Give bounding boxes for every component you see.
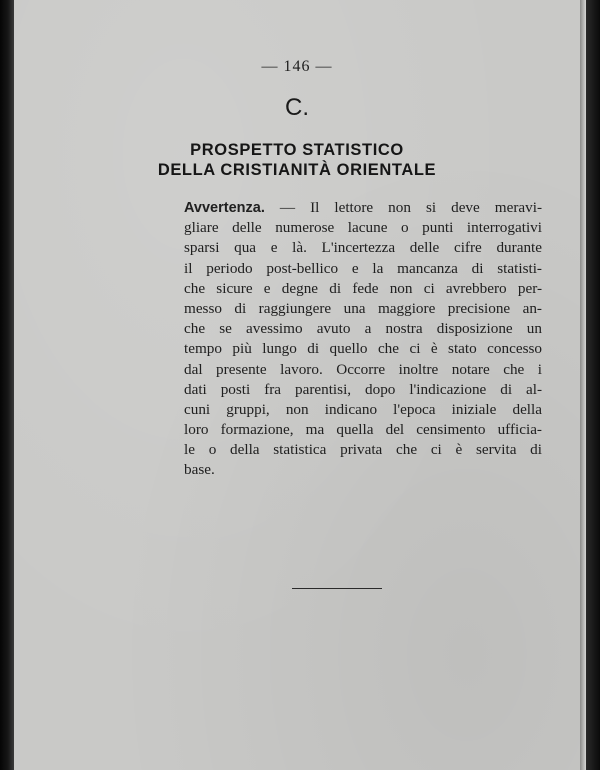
text-line-8: tempo più lungo di quello che ci è stato concesso bbox=[184, 340, 542, 358]
text-line-5: che sicure e degne di fede non ci avrebbero per- bbox=[184, 279, 542, 297]
text-line-13: le o della statistica privata che ci è servita di bbox=[184, 441, 542, 459]
text-line-6: messo di raggiungere una maggiore precisione an- bbox=[184, 299, 542, 317]
text-line-2: gliare delle numerose lacune o punti interrogativi bbox=[184, 219, 542, 237]
title-line-1: PROSPETTO STATISTICO bbox=[190, 141, 404, 159]
end-rule bbox=[292, 588, 382, 589]
text-line-11: cuni gruppi, non indicano l'epoca iniziale della bbox=[184, 400, 542, 418]
text-line-1-rest: — Il lettore non si deve meravi- bbox=[264, 199, 542, 216]
text-line-3: sparsi qua e là. L'incertezza delle cifre durante bbox=[184, 239, 542, 257]
text-line-10: dati posti fra parentisi, dopo l'indicazione di al- bbox=[184, 380, 542, 398]
text-line-9: dal presente lavoro. Occorre inoltre notare che i bbox=[184, 360, 542, 378]
text-line-12: loro formazione, ma quella del censimento ufficia- bbox=[184, 421, 542, 439]
book-page bbox=[14, 0, 580, 770]
notice-paragraph bbox=[184, 198, 542, 481]
scan-right-margin bbox=[586, 0, 600, 770]
section-letter: C. bbox=[285, 94, 309, 121]
text-line-1 bbox=[184, 198, 542, 218]
scan-left-margin bbox=[0, 0, 14, 770]
notice-lead: Avvertenza. bbox=[184, 200, 265, 216]
title-line-2: DELLA CRISTIANITÀ ORIENTALE bbox=[157, 161, 437, 179]
text-line-14: base. bbox=[184, 461, 215, 479]
text-line-4: il periodo post-bellico e la mancanza di statisti- bbox=[184, 259, 542, 277]
text-line-7: che se avessimo avuto a nostra disposizione un bbox=[184, 320, 542, 338]
page-number: — 146 — bbox=[261, 58, 333, 75]
